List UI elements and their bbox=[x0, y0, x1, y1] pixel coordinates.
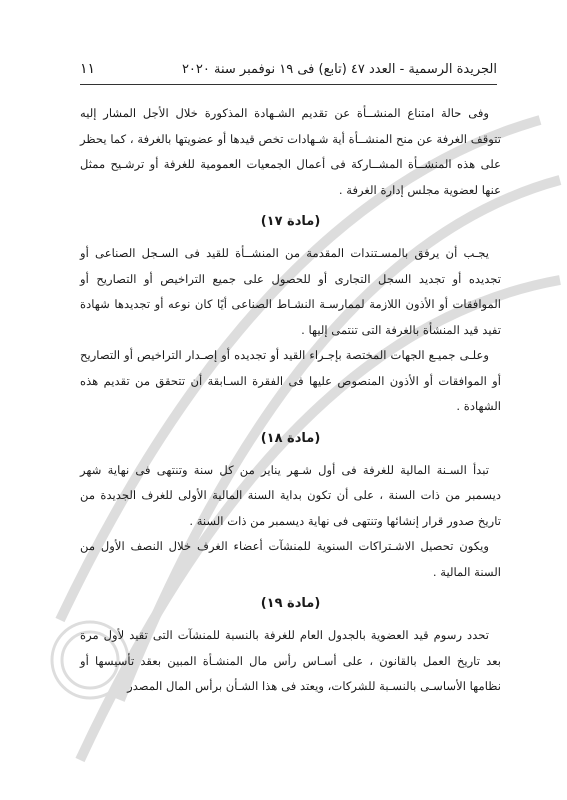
article-18-heading: (مادة ١٨) bbox=[260, 430, 321, 446]
page-header bbox=[80, 56, 497, 82]
article-17-heading: (مادة ١٧) bbox=[260, 214, 321, 229]
page-number: ١١ bbox=[80, 61, 96, 77]
page-body bbox=[80, 101, 501, 700]
paragraph: يجـب أن يرفق بالمسـتندات المقدمة من المنشــأة للقيد فى السـجل الصناعى أو تجديده أو تجديد السجل التجارى أو للحصول على جميع التراخيص أو التصاريح أو الموافقات أو الأذون اللازمة لممارسـة النشـاط الصناعى أيًا كان نوعه أو تجديدها شهادة تفيد قيد المنشأة بالغرفة التى تنتمى إليها . bbox=[80, 246, 501, 337]
paragraph: تبدأ السـنة المالية للغرفة فى أول شـهر يناير من كل سنة وتنتهى فى نهاية شهر ديسمبر من ذات السنة ، على أن تكون بداية السنة المالية الأولى للغرف الجديدة من تاريخ صدور قرار إنشائها وتنتهى فى نهاية ديسمبر من ذات السنة . bbox=[80, 462, 501, 528]
article-19-heading: (مادة ١٩) bbox=[260, 596, 321, 611]
gazette-title: الجريدة الرسمية - العدد ٤٧ (تابع) فى ١٩ نوفمبر سنة ٢٠٢٠ bbox=[181, 61, 497, 77]
paragraph: وفى حالة امتناع المنشــأة عن تقديم الشـهادة المذكورة خلال الأجل المشار إليه تتوقف الغرفة عن منح المنشــأة أية شـهادات تخص قيدها أو عضويتها بالغرفة ، كما يحظر على هذه المنشــأة المشــاركة فى أعمال الجمعيات العمومية للغرفة أو ترشـيح ممثل عنها لعضوية مجلس إدارة الغرفة . bbox=[80, 106, 501, 197]
paragraph: وعلـى جميـع الجهات المختصة بإجـراء القيد أو تجديده أو إصـدار التراخيص أو التصاريح أو الموافقات أو الأذون المنصوص عليها فى الفقرة السـابقة أن تتحقق من تقديم هذه الشهادة . bbox=[80, 348, 501, 413]
paragraph: تحدد رسوم قيد العضوية بالجدول العام للغرفة بالنسبة للمنشآت التى تقيد لأول مرة بعد تاريخ العمل بالقانون ، على أسـاس رأس مال المنشـأة المبين بعقد تأسيسها أو نظامها الأساسـى بالنسـبة للشركات، ويعتد فى هذا الشـأن برأس المال المصدر bbox=[80, 628, 501, 693]
paragraph: ويكون تحصيل الاشـتراكات السنوية للمنشآت أعضاء الغرف خلال النصف الأول من السنة المالية . bbox=[80, 539, 501, 579]
header-divider bbox=[80, 84, 497, 85]
